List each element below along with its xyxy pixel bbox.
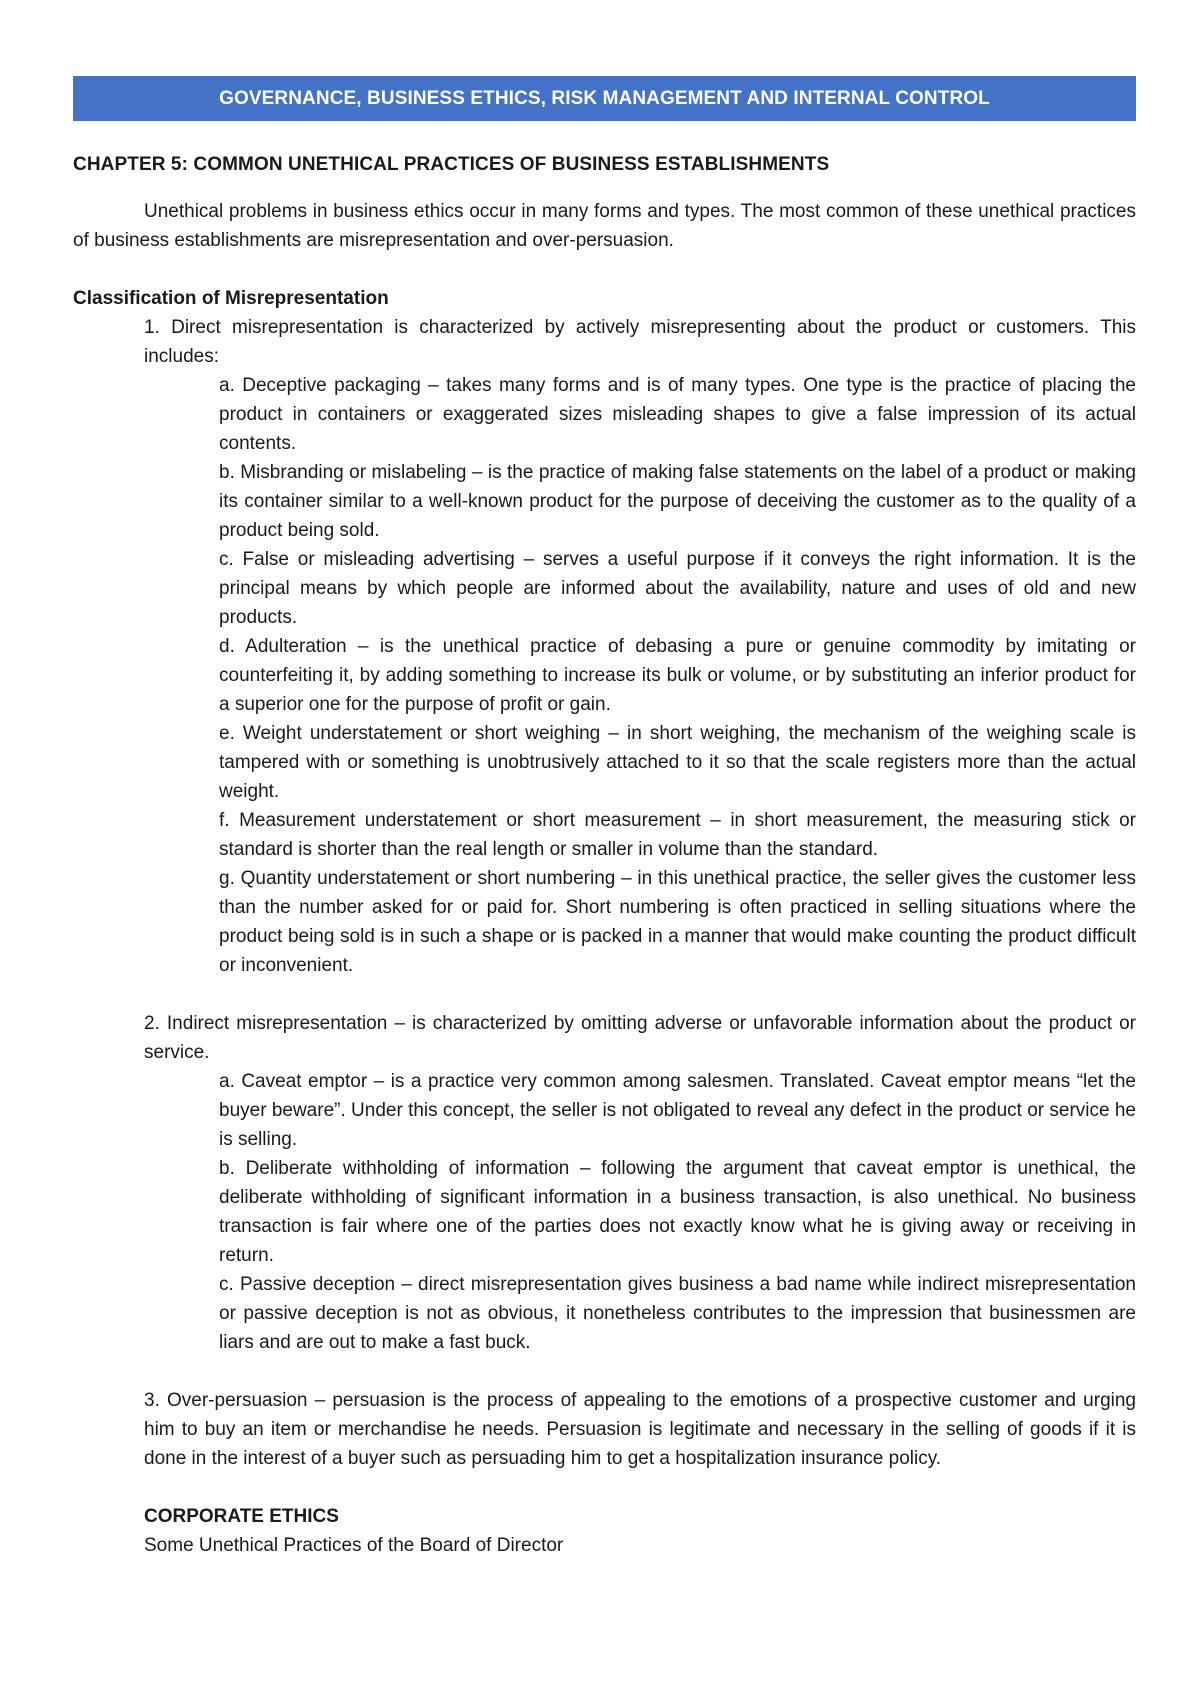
corporate-ethics-subheading: Some Unethical Practices of the Board of Director xyxy=(144,1535,564,1556)
list-item: g. Quantity understatement or short numbering – in this unethical practice, the seller gives the customer less than the number asked for or paid for. Short numbering is often practiced in selling situations where the product being sold is in such a shape or is packed in a manner that would make counting the product difficult or inconvenient. xyxy=(219,868,1136,976)
corporate-ethics-heading: CORPORATE ETHICS xyxy=(144,1506,339,1527)
indirect-misrepresentation-paragraph: 2. Indirect misrepresentation – is characterized by omitting adverse or unfavorable information about the product or service. xyxy=(144,1013,1136,1063)
list-item: b. Deliberate withholding of information – following the argument that caveat emptor is unethical, the deliberate withholding of significant information in a business transaction, is also unethical. No business transaction is fair where one of the parties does not exactly know what he is giving away or receiving in return. xyxy=(219,1158,1136,1266)
direct-misrepresentation-paragraph: 1. Direct misrepresentation is characterized by actively misrepresenting about the product or customers. This includes: xyxy=(144,317,1136,367)
intro-paragraph: Unethical problems in business ethics occur in many forms and types. The most common of these unethical practices of business establishments are misrepresentation and over-persuasion. xyxy=(73,201,1136,251)
list-item: e. Weight understatement or short weighing – in short weighing, the mechanism of the weighing scale is tampered with or something is unobtrusively attached to it so that the scale registers more than the actual weight. xyxy=(219,723,1136,802)
list-item: c. Passive deception – direct misrepresentation gives business a bad name while indirect misrepresentation or passive deception is not as obvious, it nonetheless contributes to the impression that businessmen are liars and are out to make a fast buck. xyxy=(219,1274,1136,1353)
over-persuasion-paragraph: 3. Over-persuasion – persuasion is the process of appealing to the emotions of a prospective customer and urging him to buy an item or merchandise he needs. Persuasion is legitimate and necessary in the selling of goods if it is done in the interest of a buyer such as persuading him to get a hospitalization insurance policy. xyxy=(144,1390,1136,1469)
list-item: a. Caveat emptor – is a practice very common among salesmen. Translated. Caveat emptor means “let the buyer beware”. Under this concept, the seller is not obligated to reveal any defect in the product or service he is selling. xyxy=(219,1071,1136,1150)
list-item: f. Measurement understatement or short measurement – in short measurement, the measuring stick or standard is shorter than the real length or smaller in volume than the standard. xyxy=(219,810,1136,860)
chapter-title: CHAPTER 5: COMMON UNETHICAL PRACTICES OF BUSINESS ESTABLISHMENTS xyxy=(73,154,830,175)
classification-heading: Classification of Misrepresentation xyxy=(73,288,389,309)
list-item: b. Misbranding or mislabeling – is the practice of making false statements on the label of a product or making its container similar to a well-known product for the purpose of deceiving the customer as to the quality of a product being sold. xyxy=(219,462,1136,541)
list-item: d. Adulteration – is the unethical practice of debasing a pure or genuine commodity by imitating or counterfeiting it, by adding something to increase its bulk or volume, or by substituting an inferior product for a superior one for the purpose of profit or gain. xyxy=(219,636,1136,715)
list-item: c. False or misleading advertising – serves a useful purpose if it conveys the right information. It is the principal means by which people are informed about the availability, nature and uses of old and new products. xyxy=(219,549,1136,628)
document-page xyxy=(73,76,1136,1560)
list-item: a. Deceptive packaging – takes many forms and is of many types. One type is the practice of placing the product in containers or exaggerated sizes misleading shapes to give a false impression of its actual contents. xyxy=(219,375,1136,454)
header-banner: GOVERNANCE, BUSINESS ETHICS, RISK MANAGEMENT AND INTERNAL CONTROL xyxy=(73,76,1136,121)
